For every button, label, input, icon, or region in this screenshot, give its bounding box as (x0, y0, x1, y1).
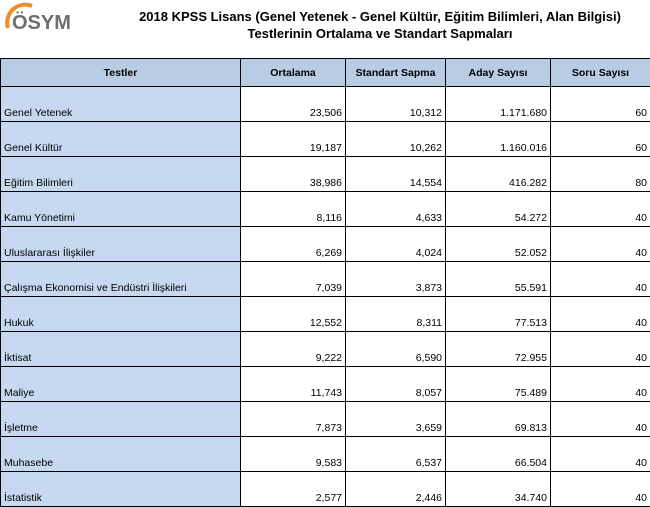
column-header-testler: Testler (1, 59, 241, 87)
table-row (1, 437, 650, 472)
column-header-standart-sapma: Standart Sapma (346, 59, 446, 87)
cell-standard-deviation: 4,024 (346, 227, 446, 262)
cell-question-count: 40 (551, 192, 650, 227)
cell-mean: 12,552 (241, 297, 346, 332)
table-row (1, 262, 650, 297)
page-title (100, 8, 650, 42)
table-row (1, 367, 650, 402)
cell-mean: 38,986 (241, 157, 346, 192)
cell-candidate-count: 75.489 (446, 367, 551, 402)
column-header-ortalama: Ortalama (241, 59, 346, 87)
cell-standard-deviation: 3,873 (346, 262, 446, 297)
cell-candidate-count: 1.171.680 (446, 87, 551, 122)
cell-standard-deviation: 4,633 (346, 192, 446, 227)
cell-candidate-count: 66.504 (446, 437, 551, 472)
cell-mean: 7,873 (241, 402, 346, 437)
cell-mean: 8,116 (241, 192, 346, 227)
table-row (1, 157, 650, 192)
cell-standard-deviation: 2,446 (346, 472, 446, 507)
cell-mean: 19,187 (241, 122, 346, 157)
title-line-2: Testlerinin Ortalama ve Standart Sapmaları (100, 25, 650, 42)
cell-standard-deviation: 8,311 (346, 297, 446, 332)
cell-mean: 9,583 (241, 437, 346, 472)
cell-question-count: 60 (551, 87, 650, 122)
cell-test-name: Kamu Yönetimi (1, 192, 241, 227)
cell-test-name: Hukuk (1, 297, 241, 332)
cell-test-name: İktisat (1, 332, 241, 367)
osym-logo-icon (4, 2, 82, 42)
cell-question-count: 40 (551, 262, 650, 297)
cell-candidate-count: 55.591 (446, 262, 551, 297)
cell-question-count: 40 (551, 472, 650, 507)
cell-question-count: 60 (551, 122, 650, 157)
cell-question-count: 40 (551, 332, 650, 367)
table-row (1, 122, 650, 157)
table-row (1, 297, 650, 332)
cell-test-name: İstatistik (1, 472, 241, 507)
cell-standard-deviation: 6,537 (346, 437, 446, 472)
cell-standard-deviation: 3,659 (346, 402, 446, 437)
cell-standard-deviation: 8,057 (346, 367, 446, 402)
table-row (1, 332, 650, 367)
cell-question-count: 40 (551, 367, 650, 402)
cell-mean: 6,269 (241, 227, 346, 262)
cell-candidate-count: 72.955 (446, 332, 551, 367)
title-line-1: 2018 KPSS Lisans (Genel Yetenek - Genel Kültür, Eğitim Bilimleri, Alan Bilgisi) (100, 8, 650, 25)
cell-standard-deviation: 14,554 (346, 157, 446, 192)
cell-question-count: 40 (551, 297, 650, 332)
page-header (0, 0, 650, 58)
cell-test-name: Genel Kültür (1, 122, 241, 157)
svg-text:ÖSYM: ÖSYM (12, 11, 71, 34)
table-row (1, 87, 650, 122)
cell-test-name: Genel Yetenek (1, 87, 241, 122)
cell-candidate-count: 34.740 (446, 472, 551, 507)
statistics-table (0, 58, 650, 507)
cell-mean: 11,743 (241, 367, 346, 402)
cell-mean: 7,039 (241, 262, 346, 297)
cell-candidate-count: 1.160.016 (446, 122, 551, 157)
cell-test-name: Eğitim Bilimleri (1, 157, 241, 192)
cell-candidate-count: 77.513 (446, 297, 551, 332)
table-row (1, 472, 650, 507)
cell-question-count: 80 (551, 157, 650, 192)
table-row (1, 192, 650, 227)
cell-mean: 23,506 (241, 87, 346, 122)
cell-candidate-count: 416.282 (446, 157, 551, 192)
cell-standard-deviation: 10,262 (346, 122, 446, 157)
cell-candidate-count: 52.052 (446, 227, 551, 262)
cell-candidate-count: 54.272 (446, 192, 551, 227)
table-row (1, 402, 650, 437)
cell-mean: 9,222 (241, 332, 346, 367)
cell-candidate-count: 69.813 (446, 402, 551, 437)
cell-question-count: 40 (551, 402, 650, 437)
cell-question-count: 40 (551, 227, 650, 262)
osym-logo (4, 2, 82, 42)
cell-standard-deviation: 10,312 (346, 87, 446, 122)
table-row (1, 227, 650, 262)
cell-test-name: Çalışma Ekonomisi ve Endüstri İlişkileri (1, 262, 241, 297)
column-header-aday-sayisi: Aday Sayısı (446, 59, 551, 87)
table-header-row (1, 59, 650, 87)
cell-test-name: Uluslararası İlişkiler (1, 227, 241, 262)
cell-standard-deviation: 6,590 (346, 332, 446, 367)
cell-question-count: 40 (551, 437, 650, 472)
cell-test-name: Muhasebe (1, 437, 241, 472)
column-header-soru-sayisi: Soru Sayısı (551, 59, 650, 87)
cell-test-name: İşletme (1, 402, 241, 437)
cell-mean: 2,577 (241, 472, 346, 507)
cell-test-name: Maliye (1, 367, 241, 402)
